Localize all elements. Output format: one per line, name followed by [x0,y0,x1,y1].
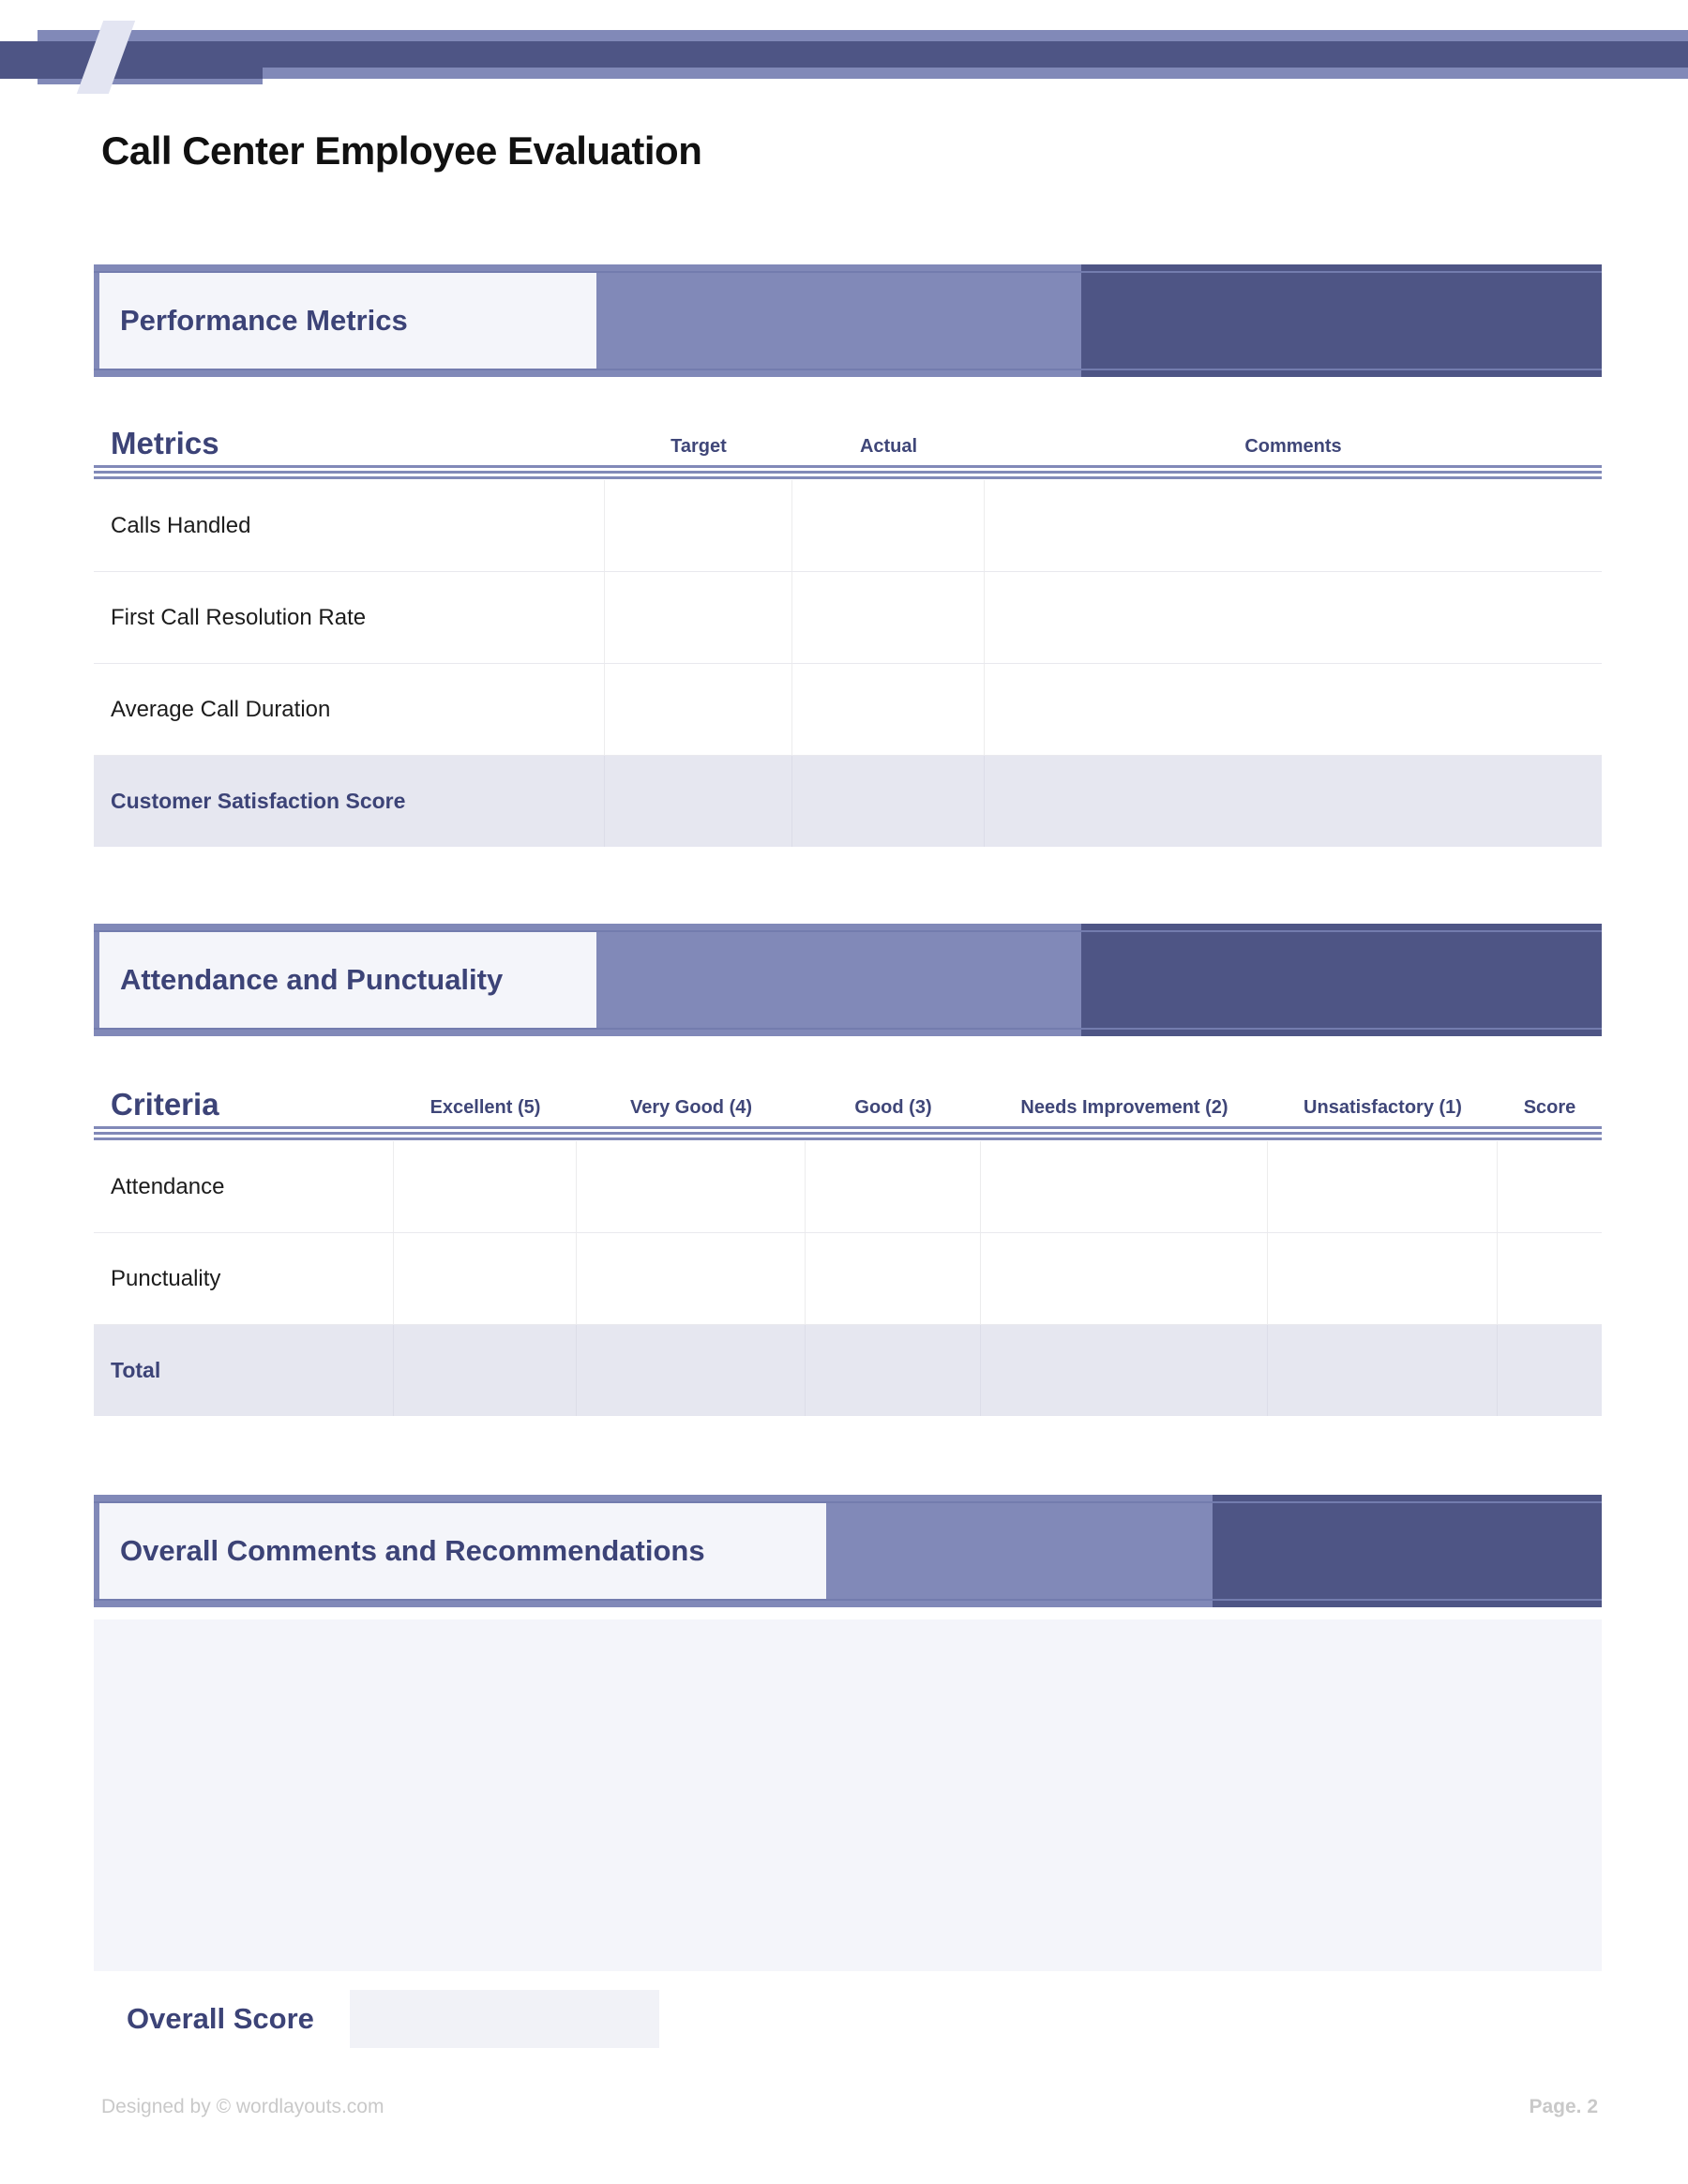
cell-actual[interactable] [792,664,985,755]
cell-comments[interactable] [985,756,1602,847]
section-bar-accent [1213,1495,1602,1607]
column-header-target: Target [671,436,727,457]
cell-target[interactable] [605,664,792,755]
table-row-total [94,1325,1602,1416]
overall-score-input[interactable] [350,1990,659,2048]
column-header-unsatisfactory: Unsatisfactory (1) [1304,1097,1462,1118]
cell-comments[interactable] [985,664,1602,755]
cell-unsatisfactory[interactable] [1268,1233,1498,1324]
cell-needs-improvement[interactable] [981,1233,1268,1324]
table-row [94,664,1602,756]
cell-score[interactable] [1498,1233,1602,1324]
section-bar-accent [1081,924,1602,1036]
section-title-overall-comments: Overall Comments and Recommendations [99,1503,826,1599]
page-banner [0,0,1688,103]
column-header-very-good: Very Good (4) [629,1097,753,1118]
page-title: Call Center Employee Evaluation [101,128,702,173]
table-header-row [94,394,1602,465]
section-title-attendance-punctuality: Attendance and Punctuality [99,932,596,1028]
cell-excellent[interactable] [394,1325,577,1416]
cell-good[interactable] [806,1141,981,1232]
cell-good[interactable] [806,1325,981,1416]
cell-unsatisfactory[interactable] [1268,1325,1498,1416]
cell-comments[interactable] [985,480,1602,571]
cell-very-good[interactable] [577,1325,806,1416]
table-row [94,1233,1602,1325]
section-title-performance-metrics: Performance Metrics [99,273,596,369]
cell-score[interactable] [1498,1325,1602,1416]
column-header-criteria: Criteria [111,1087,219,1122]
section-bar-rule-bottom [94,369,1602,370]
cell-comments[interactable] [985,572,1602,663]
section-header-performance-metrics [94,264,1602,377]
table-header-row [94,1055,1602,1126]
cell-target[interactable] [605,572,792,663]
table-attendance-punctuality [94,1055,1602,1416]
section-bar-rule-bottom [94,1599,1602,1601]
table-header-divider [94,465,1602,480]
column-header-score: Score [1523,1097,1576,1118]
cell-total-label: Total [94,1325,394,1416]
banner-strip-upper [263,30,1688,41]
cell-needs-improvement[interactable] [981,1141,1268,1232]
cell-needs-improvement[interactable] [981,1325,1268,1416]
cell-unsatisfactory[interactable] [1268,1141,1498,1232]
cell-very-good[interactable] [577,1141,806,1232]
section-bar-accent [1081,264,1602,377]
section-header-overall-comments [94,1495,1602,1607]
cell-criteria-label: Punctuality [94,1233,394,1324]
cell-metric-label: First Call Resolution Rate [94,572,605,663]
table-header-divider [94,1126,1602,1141]
column-header-metrics: Metrics [111,426,219,460]
banner-strip-lower [263,68,1688,79]
cell-criteria-label: Attendance [94,1141,394,1232]
cell-good[interactable] [806,1233,981,1324]
column-header-comments: Comments [1244,436,1342,457]
column-header-good: Good (3) [854,1097,932,1118]
cell-target[interactable] [605,756,792,847]
cell-actual[interactable] [792,480,985,571]
footer-page-number: Page. 2 [1529,2096,1598,2117]
table-row [94,1141,1602,1233]
cell-actual[interactable] [792,572,985,663]
cell-metric-label: Calls Handled [94,480,605,571]
cell-metric-label: Average Call Duration [94,664,605,755]
cell-excellent[interactable] [394,1233,577,1324]
overall-score-label: Overall Score [127,2002,314,2035]
cell-actual[interactable] [792,756,985,847]
section-header-attendance-punctuality [94,924,1602,1036]
table-row [94,480,1602,572]
column-header-actual: Actual [859,436,918,457]
table-row [94,572,1602,664]
column-header-excellent: Excellent (5) [430,1097,541,1118]
column-header-needs-improvement: Needs Improvement (2) [1020,1097,1228,1118]
overall-comments-textarea[interactable] [94,1619,1602,1971]
table-row-total [94,756,1602,847]
section-bar-rule-bottom [94,1028,1602,1030]
cell-score[interactable] [1498,1141,1602,1232]
footer-credit: Designed by © wordlayouts.com [101,2096,384,2117]
table-performance-metrics [94,394,1602,847]
cell-excellent[interactable] [394,1141,577,1232]
cell-target[interactable] [605,480,792,571]
overall-score-row [127,1990,659,2048]
cell-very-good[interactable] [577,1233,806,1324]
cell-metric-label: Customer Satisfaction Score [94,756,605,847]
